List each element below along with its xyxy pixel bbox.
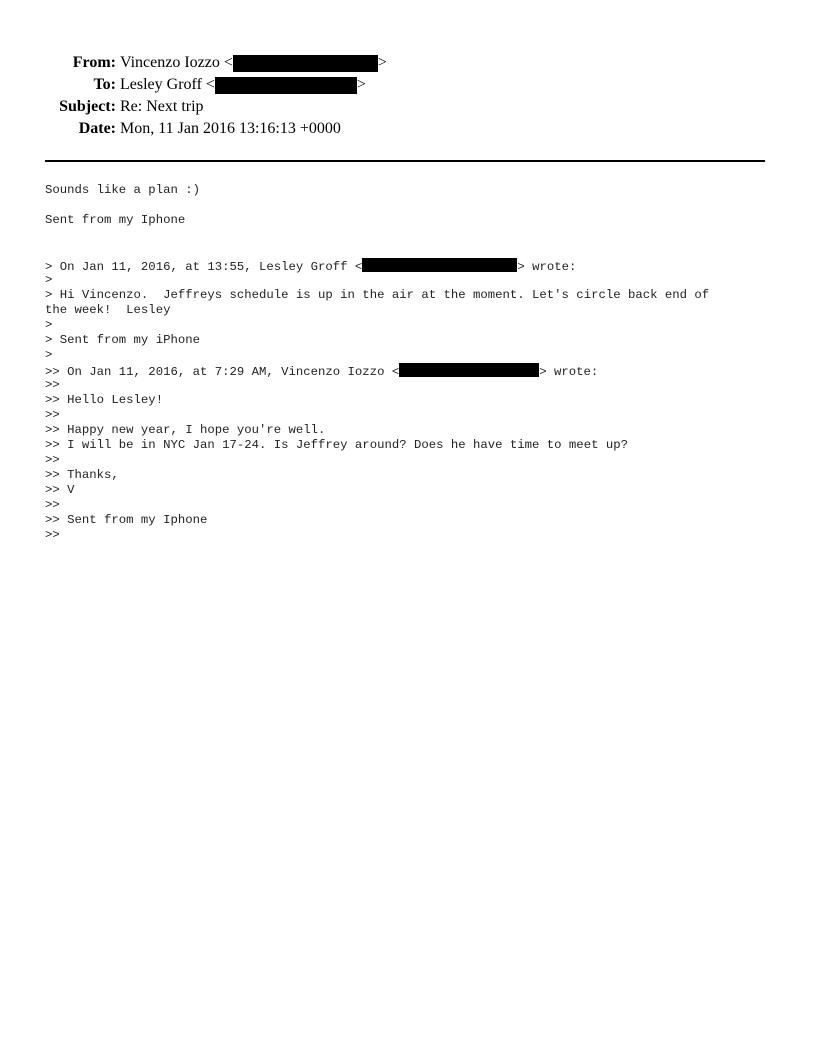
date-value: Mon, 11 Jan 2016 13:16:13 +0000 [120, 120, 341, 137]
email-header [0, 52, 816, 140]
body-line: > Sent from my iPhone [45, 333, 200, 347]
body-line: >> [45, 408, 60, 422]
to-name: Lesley Groff < [120, 76, 215, 93]
redaction-box [399, 363, 539, 377]
from-label: From: [72, 54, 116, 71]
body-line: >> Thanks, [45, 468, 119, 482]
to-value [120, 74, 366, 96]
quote-header-text: >> On Jan 11, 2016, at 7:29 AM, Vincenzo Iozzo < [45, 365, 400, 379]
redaction-box [362, 258, 517, 272]
to-label: To: [93, 76, 116, 93]
body-line: > [45, 318, 53, 332]
body-line [45, 228, 765, 243]
to-close: > [356, 76, 366, 93]
subject-label: Subject: [59, 98, 116, 115]
wrote-suffix: > wrote: [517, 260, 577, 274]
redaction-box [233, 55, 378, 72]
quote-header-line [45, 363, 765, 378]
body-line: > [45, 348, 53, 362]
header-divider [45, 160, 765, 162]
body-line: >> [45, 453, 60, 467]
body-line: > [45, 273, 53, 287]
body-line: >> Happy new year, I hope you're well. [45, 423, 326, 437]
from-close: > [377, 54, 387, 71]
date-row [0, 118, 816, 140]
body-line: > Hi Vincenzo. Jeffreys schedule is up in the air at the moment. Let's circle back end of [45, 288, 710, 302]
from-value [120, 52, 387, 74]
body-line: >> [45, 528, 60, 542]
body-line: Sent from my Iphone [45, 213, 186, 227]
body-line: Sounds like a plan :) [45, 183, 200, 197]
quote-header-line [45, 258, 765, 273]
body-line [45, 198, 765, 213]
from-row [0, 52, 816, 74]
subject-row [0, 96, 816, 118]
subject-value: Re: Next trip [120, 98, 204, 115]
body-line: >> [45, 378, 60, 392]
body-line: >> V [45, 483, 75, 497]
redaction-box [215, 77, 357, 94]
to-row [0, 74, 816, 96]
body-line: >> Sent from my Iphone [45, 513, 208, 527]
body-line: >> Hello Lesley! [45, 393, 164, 407]
date-label: Date: [78, 120, 116, 137]
from-name: Vincenzo Iozzo < [120, 54, 233, 71]
email-body [45, 183, 765, 543]
body-line [45, 243, 765, 258]
body-line: the week! Lesley [45, 303, 171, 317]
body-line: >> I will be in NYC Jan 17-24. Is Jeffrey around? Does he have time to meet up? [45, 438, 628, 452]
wrote-suffix: > wrote: [539, 365, 599, 379]
quote-header-text: > On Jan 11, 2016, at 13:55, Lesley Groff < [45, 260, 363, 274]
body-line: >> [45, 498, 60, 512]
